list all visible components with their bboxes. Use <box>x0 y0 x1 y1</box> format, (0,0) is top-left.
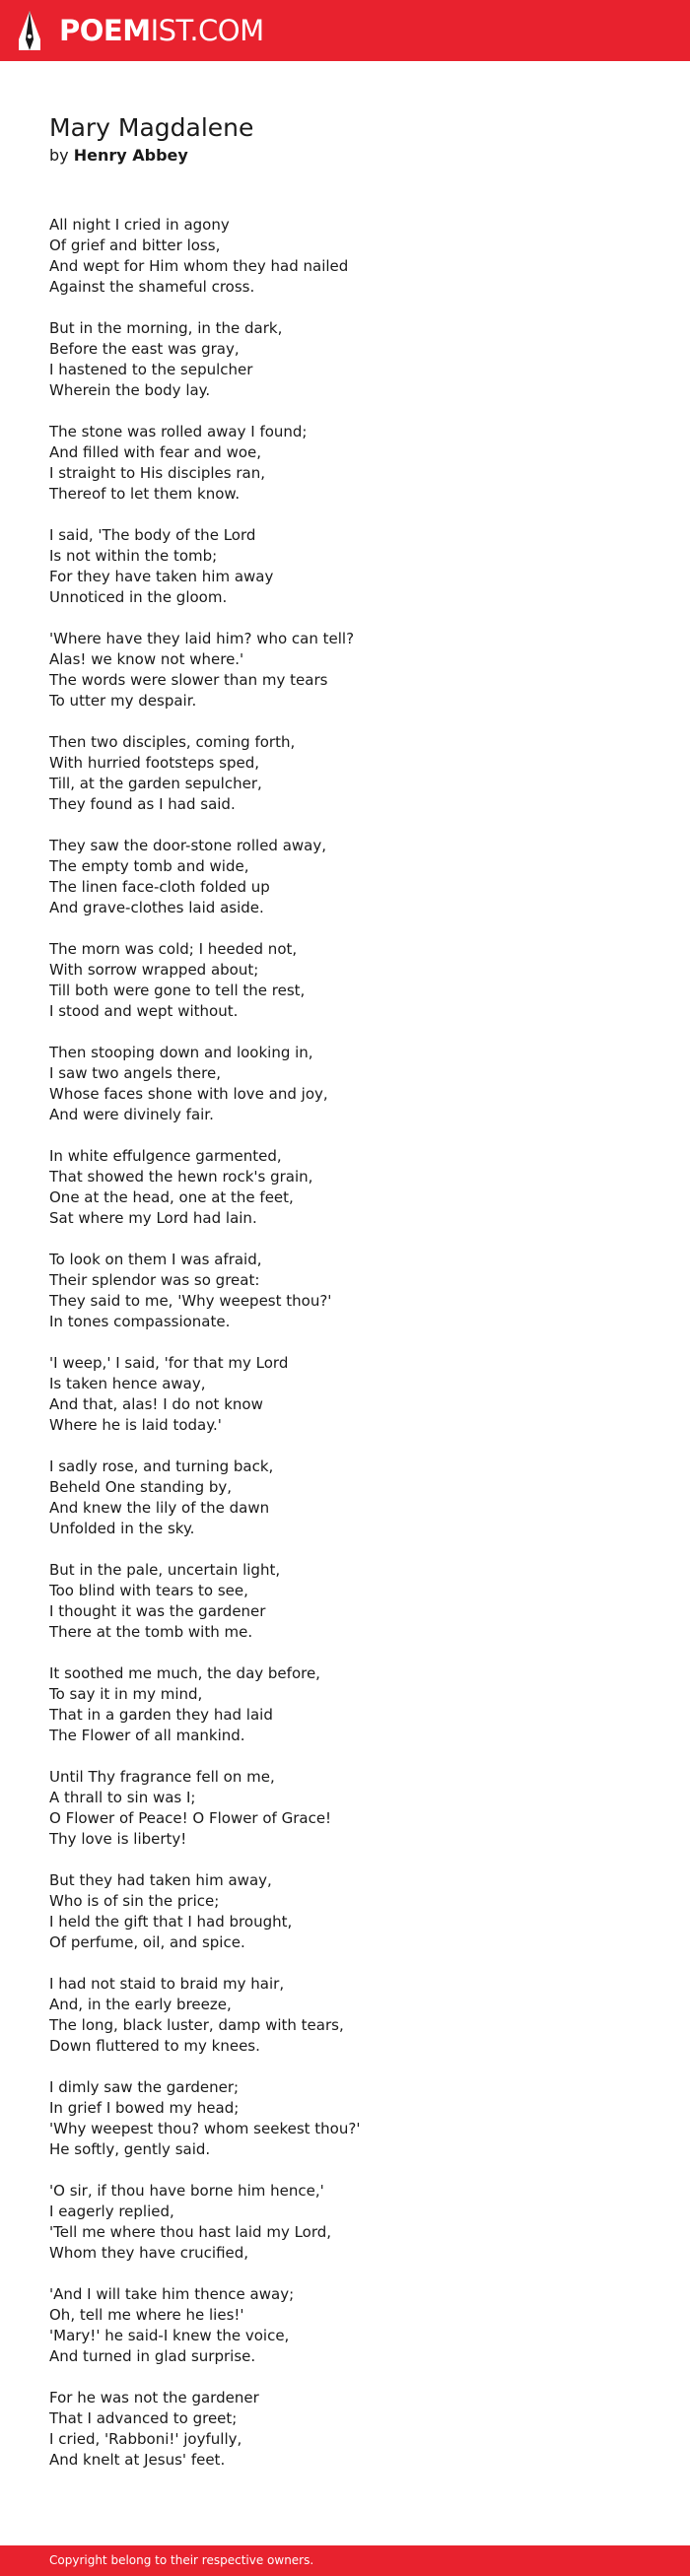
poem-line: Oh, tell me where he lies!' <box>49 2306 244 2324</box>
poem-line: That in a garden they had laid <box>49 1706 273 1724</box>
poem-stanza <box>49 2388 641 2471</box>
poem-line: But in the morning, in the dark, <box>49 319 283 337</box>
poem-stanza <box>49 1870 641 1953</box>
poem-line: Till both were gone to tell the rest, <box>49 982 306 999</box>
site-footer <box>0 2545 690 2576</box>
copyright-notice: Copyright belong to their respective owners. <box>49 2553 314 2567</box>
pen-nib-logo-icon[interactable] <box>17 10 42 51</box>
poem-line: 'Where have they laid him? who can tell? <box>49 630 355 647</box>
poem-line: One at the head, one at the feet, <box>49 1188 294 1206</box>
poem-line: Of perfume, oil, and spice. <box>49 1933 245 1951</box>
poem-line: I dimly saw the gardener; <box>49 2078 240 2096</box>
poem-line: Thereof to let them know. <box>49 485 241 503</box>
poem-line: 'I weep,' I said, 'for that my Lord <box>49 1354 289 1372</box>
poem-line: I had not staid to braid my hair, <box>49 1975 285 1993</box>
poem-title: Mary Magdalene <box>49 113 254 142</box>
poem-line: To look on them I was afraid, <box>49 1251 262 1268</box>
poem-line: To say it in my mind, <box>49 1685 203 1703</box>
poem-line: Till, at the garden sepulcher, <box>49 775 262 792</box>
poem-line: With hurried footsteps sped, <box>49 754 259 772</box>
poem-line: All night I cried in agony <box>49 216 230 234</box>
poem-stanza <box>49 629 641 712</box>
poem-line: Sat where my Lord had lain. <box>49 1209 257 1227</box>
poem-line: The morn was cold; I heeded not, <box>49 940 298 958</box>
poem-line: The stone was rolled away I found; <box>49 423 308 441</box>
poem-line: But in the pale, uncertain light, <box>49 1561 281 1579</box>
site-logo[interactable] <box>59 13 264 48</box>
poem-line: For he was not the gardener <box>49 2389 259 2407</box>
poem-stanza <box>49 836 641 918</box>
poem-line: O Flower of Peace! O Flower of Grace! <box>49 1809 332 1827</box>
poem-line: And filled with fear and woe, <box>49 443 262 461</box>
poem-line: Where he is laid today.' <box>49 1416 222 1434</box>
poem-line: But they had taken him away, <box>49 1871 272 1889</box>
poem-line: 'Tell me where thou hast laid my Lord, <box>49 2223 332 2241</box>
poem-line: And turned in glad surprise. <box>49 2347 256 2365</box>
poem-stanza <box>49 422 641 505</box>
poem-line: Against the shameful cross. <box>49 278 255 296</box>
poem-stanza <box>49 732 641 815</box>
poem-line: And knelt at Jesus' feet. <box>49 2451 226 2469</box>
poem-stanza <box>49 1353 641 1436</box>
poem-line: There at the tomb with me. <box>49 1623 253 1641</box>
poem-line: The empty tomb and wide, <box>49 857 249 875</box>
poem-line: Then two disciples, coming forth, <box>49 733 296 751</box>
poem-line: Until Thy fragrance fell on me, <box>49 1768 275 1786</box>
poem-stanza <box>49 939 641 1022</box>
poem-line: He softly, gently said. <box>49 2140 211 2158</box>
poem-stanza <box>49 1146 641 1229</box>
poem-line: I cried, 'Rabboni!' joyfully, <box>49 2430 242 2448</box>
poem-line: Whose faces shone with love and joy, <box>49 1085 328 1103</box>
poem-line: They found as I had said. <box>49 795 236 813</box>
poem-stanza <box>49 1974 641 2057</box>
poem-line: I sadly rose, and turning back, <box>49 1457 274 1475</box>
poem-line: I held the gift that I had brought, <box>49 1913 293 1931</box>
poem-stanza <box>49 2284 641 2367</box>
poem-stanza <box>49 1457 641 1539</box>
poem-line: In tones compassionate. <box>49 1313 231 1330</box>
poem-line: 'O sir, if thou have borne him hence,' <box>49 2182 324 2200</box>
poem-stanza <box>49 2077 641 2160</box>
poem-line: And were divinely fair. <box>49 1106 214 1123</box>
byline-prefix: by <box>49 146 74 165</box>
poem-byline <box>49 145 188 167</box>
poem-line: For they have taken him away <box>49 568 274 585</box>
poem-line: Before the east was gray, <box>49 340 240 358</box>
poem-stanza <box>49 2181 641 2264</box>
poem-line: The long, black luster, damp with tears, <box>49 2016 344 2034</box>
poem-line: Is taken hence away, <box>49 1375 206 1392</box>
poem-line: To utter my despair. <box>49 692 197 710</box>
poem-line: Is not within the tomb; <box>49 547 218 565</box>
poem-line: I eagerly replied, <box>49 2203 174 2220</box>
poem-body <box>49 215 641 2491</box>
poem-line: With sorrow wrapped about; <box>49 961 259 979</box>
site-header <box>0 0 690 61</box>
poem-line: Beheld One standing by, <box>49 1478 233 1496</box>
poem-line: I thought it was the gardener <box>49 1602 266 1620</box>
poem-line: That showed the hewn rock's grain, <box>49 1168 313 1186</box>
poem-line: Unnoticed in the gloom. <box>49 588 228 606</box>
poem-line: And grave-clothes laid aside. <box>49 899 264 916</box>
poem-stanza <box>49 318 641 401</box>
poem-line: Too blind with tears to see, <box>49 1582 248 1599</box>
poem-line: I hastened to the sepulcher <box>49 361 253 378</box>
poem-line: In white effulgence garmented, <box>49 1147 282 1165</box>
poem-line: The Flower of all mankind. <box>49 1727 245 1744</box>
poem-line: 'And I will take him thence away; <box>49 2285 295 2303</box>
poem-line: That I advanced to greet; <box>49 2409 238 2427</box>
poem-line: 'Mary!' he said-I knew the voice, <box>49 2327 290 2344</box>
poem-line: In grief I bowed my head; <box>49 2099 240 2117</box>
poem-line: They saw the door-stone rolled away, <box>49 837 327 854</box>
poem-line: I saw two angels there, <box>49 1064 221 1082</box>
poem-stanza <box>49 1767 641 1850</box>
poem-stanza <box>49 215 641 298</box>
logo-light-text: IST.COM <box>150 14 264 47</box>
poem-author[interactable]: Henry Abbey <box>73 146 188 165</box>
poem-line: The words were slower than my tears <box>49 671 328 689</box>
poem-line: Who is of sin the price; <box>49 1892 220 1910</box>
poem-line: I straight to His disciples ran, <box>49 464 266 482</box>
poem-stanza <box>49 525 641 608</box>
poem-line: And that, alas! I do not know <box>49 1395 263 1413</box>
poem-stanza <box>49 1560 641 1643</box>
poem-line: Of grief and bitter loss, <box>49 237 221 254</box>
poem-line: It soothed me much, the day before, <box>49 1664 320 1682</box>
poem-line: The linen face-cloth folded up <box>49 878 270 896</box>
poem-stanza <box>49 1663 641 1746</box>
poem-line: Thy love is liberty! <box>49 1830 187 1848</box>
poem-line: Down fluttered to my knees. <box>49 2037 260 2055</box>
poem-line: Whom they have crucified, <box>49 2244 249 2262</box>
poem-line: 'Why weepest thou? whom seekest thou?' <box>49 2120 361 2137</box>
poem-line: Unfolded in the sky. <box>49 1520 195 1537</box>
poem-stanza <box>49 1250 641 1332</box>
poem-line: I stood and wept without. <box>49 1002 239 1020</box>
poem-line: Their splendor was so great: <box>49 1271 260 1289</box>
poem-line: And knew the lily of the dawn <box>49 1499 270 1517</box>
poem-line: Then stooping down and looking in, <box>49 1044 313 1061</box>
poem-line: They said to me, 'Why weepest thou?' <box>49 1292 332 1310</box>
poem-line: A thrall to sin was I; <box>49 1789 196 1806</box>
poem-line: I said, 'The body of the Lord <box>49 526 256 544</box>
poem-line: Alas! we know not where.' <box>49 650 244 668</box>
poem-stanza <box>49 1043 641 1125</box>
poem-line: And, in the early breeze, <box>49 1996 232 2013</box>
poem-line: And wept for Him whom they had nailed <box>49 257 349 275</box>
logo-bold-text: POEM <box>59 14 151 47</box>
poem-line: Wherein the body lay. <box>49 381 211 399</box>
